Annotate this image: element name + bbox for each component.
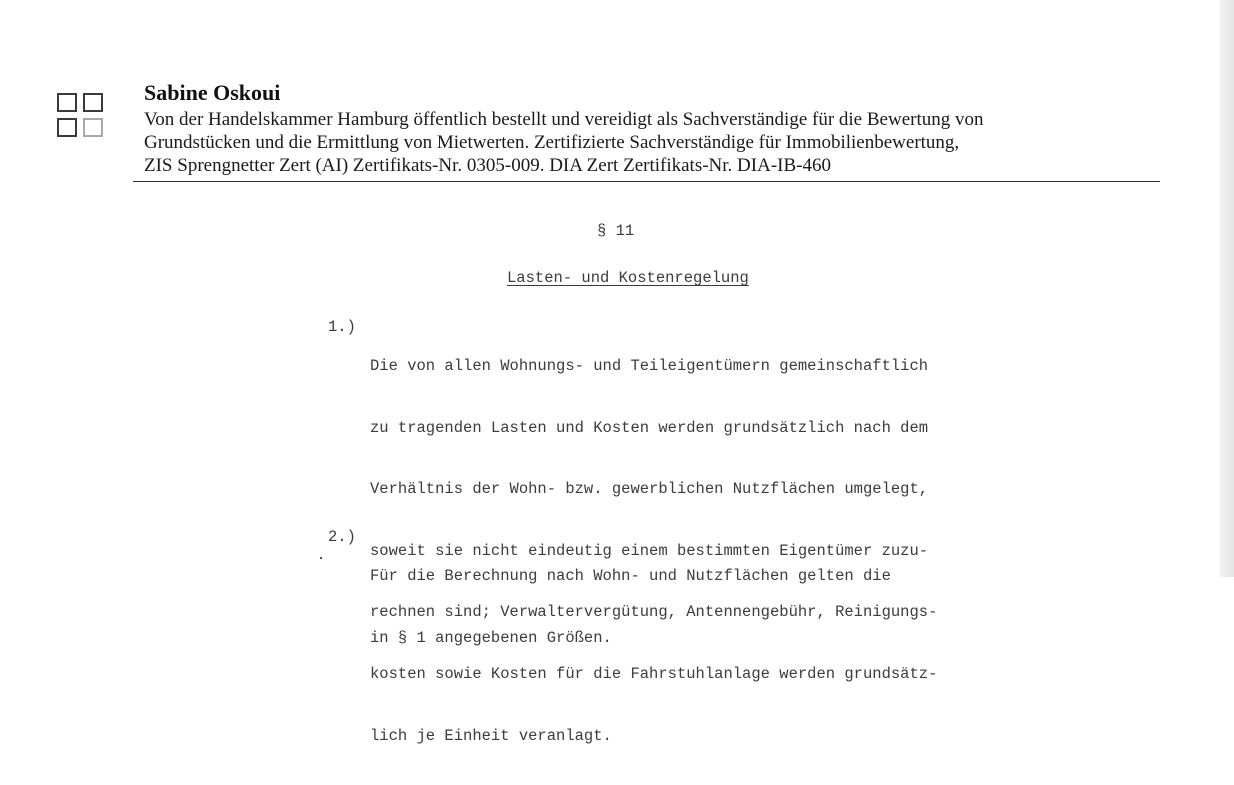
credentials-line: Von der Handelskammer Hamburg öffentlich bestellt und vereidigt als Sachverständige für die Bewertung von <box>144 109 984 130</box>
text-line: Die von allen Wohnungs- und Teileigentümern gemeinschaftlich <box>370 357 929 375</box>
text-line: kosten sowie Kosten für die Fahrstuhlanlage werden grundsätz- <box>370 664 938 683</box>
logo-icon <box>57 93 107 141</box>
page-edge-shadow <box>1220 0 1234 577</box>
text-line: Verhältnis der Wohn- bzw. gewerblichen Nutzflächen umgelegt, <box>370 480 929 499</box>
logo-square <box>57 118 77 137</box>
item-number: 1.) <box>328 318 356 336</box>
item-number: 2.) <box>328 528 356 546</box>
logo-square <box>83 118 103 137</box>
text-line: soweit sie nicht eindeutig einem bestimmten Eigentümer zuzu- <box>370 541 929 560</box>
item-text <box>370 528 891 687</box>
paragraph-number: § 11 <box>597 222 635 240</box>
section-title: Lasten- und Kostenregelung <box>507 269 749 287</box>
text-line: Für die Berechnung nach Wohn- und Nutzflächen gelten die <box>370 567 891 585</box>
letterhead-name: Sabine Oskoui <box>144 80 281 105</box>
text-line: in § 1 angegebenen Größen. <box>370 628 612 647</box>
credentials-line: Grundstücken und die Ermittlung von Mietwerten. Zertifizierte Sachverständige für Immobilienbewertung, <box>144 132 960 153</box>
letterhead-credentials <box>144 108 1154 177</box>
credentials-line: ZIS Sprengnetter Zert (AI) Zertifikats-Nr. 0305-009. DIA Zert Zertifikats-Nr. DIA-IB-460 <box>144 155 831 176</box>
text-line: zu tragenden Lasten und Kosten werden grundsätzlich nach dem <box>370 418 929 437</box>
logo-square <box>83 93 103 112</box>
logo-square <box>57 93 77 112</box>
letterhead-divider <box>133 181 1160 182</box>
text-line: rechnen sind; Verwaltervergütung, Antennengebühr, Reinigungs- <box>370 603 938 622</box>
scan-speck <box>320 557 322 559</box>
text-line: lich je Einheit veranlagt. <box>370 726 612 745</box>
